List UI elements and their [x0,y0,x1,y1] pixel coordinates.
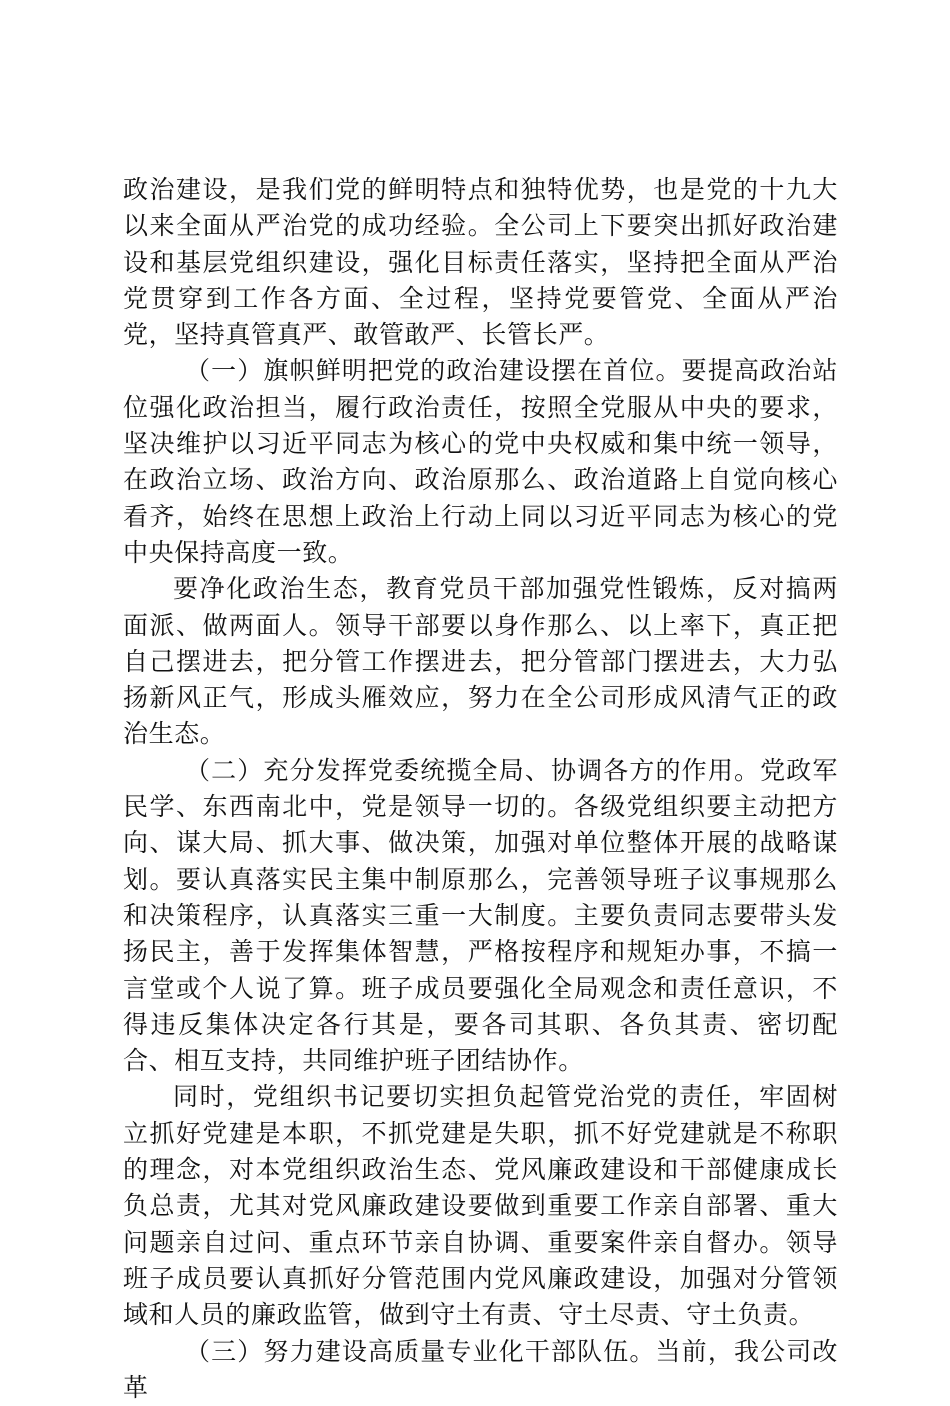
paragraph-1: 政治建设，是我们党的鲜明特点和独特优势，也是党的十九大以来全面从严治党的成功经验。全公司上下要突出抓好政治建设和基层党组织建设，强化目标责任落实，坚持把全面从严治党贯穿到工作各方面、全过程，坚持党要管党、全面从严治党，坚持真管真严、敢管敢严、长管长严。 [123,172,838,353]
paragraph-4-section-two: （二）充分发挥党委统揽全局、协调各方的作用。党政军民学、东西南北中，党是领导一切的。各级党组织要主动把方向、谋大局、抓大事、做决策，加强对单位整体开展的战略谋划。要认真落实民主集中制原那么，完善领导班子议事规那么和决策程序，认真落实三重一大制度。主要负责同志要带头发扬民主，善于发挥集体智慧，严格按程序和规矩办事，不搞一言堂或个人说了算。班子成员要强化全局观念和责任意识，不得违反集体决定各行其是，要各司其职、各负其责、密切配合、相互支持，共同维护班子团结协作。 [123,753,838,1080]
paragraph-6-section-three: （三）努力建设高质量专业化干部队伍。当前，我公司改革 [123,1334,838,1406]
paragraph-2-section-one: （一）旗帜鲜明把党的政治建设摆在首位。要提高政治站位强化政治担当，履行政治责任，按照全党服从中央的要求，坚决维护以习近平同志为核心的党中央权威和集中统一领导，在政治立场、政治方向、政治原那么、政治道路上自觉向核心看齐，始终在思想上政治上行动上同以习近平同志为核心的党中央保持高度一致。 [123,353,838,571]
paragraph-5: 同时，党组织书记要切实担负起管党治党的责任，牢固树立抓好党建是本职，不抓党建是失职，抓不好党建就是不称职的理念，对本党组织政治生态、党风廉政建设和干部健康成长负总责，尤其对党风廉政建设要做到重要工作亲自部署、重大问题亲自过问、重点环节亲自协调、重要案件亲自督办。领导班子成员要认真抓好分管范围内党风廉政建设，加强对分管领域和人员的廉政监管，做到守土有责、守土尽责、守土负责。 [123,1079,838,1333]
document-body [123,172,838,1406]
paragraph-3: 要净化政治生态，教育党员干部加强党性锻炼，反对搞两面派、做两面人。领导干部要以身作那么、以上率下，真正把自己摆进去，把分管工作摆进去，把分管部门摆进去，大力弘扬新风正气，形成头雁效应，努力在全公司形成风清气正的政治生态。 [123,571,838,752]
